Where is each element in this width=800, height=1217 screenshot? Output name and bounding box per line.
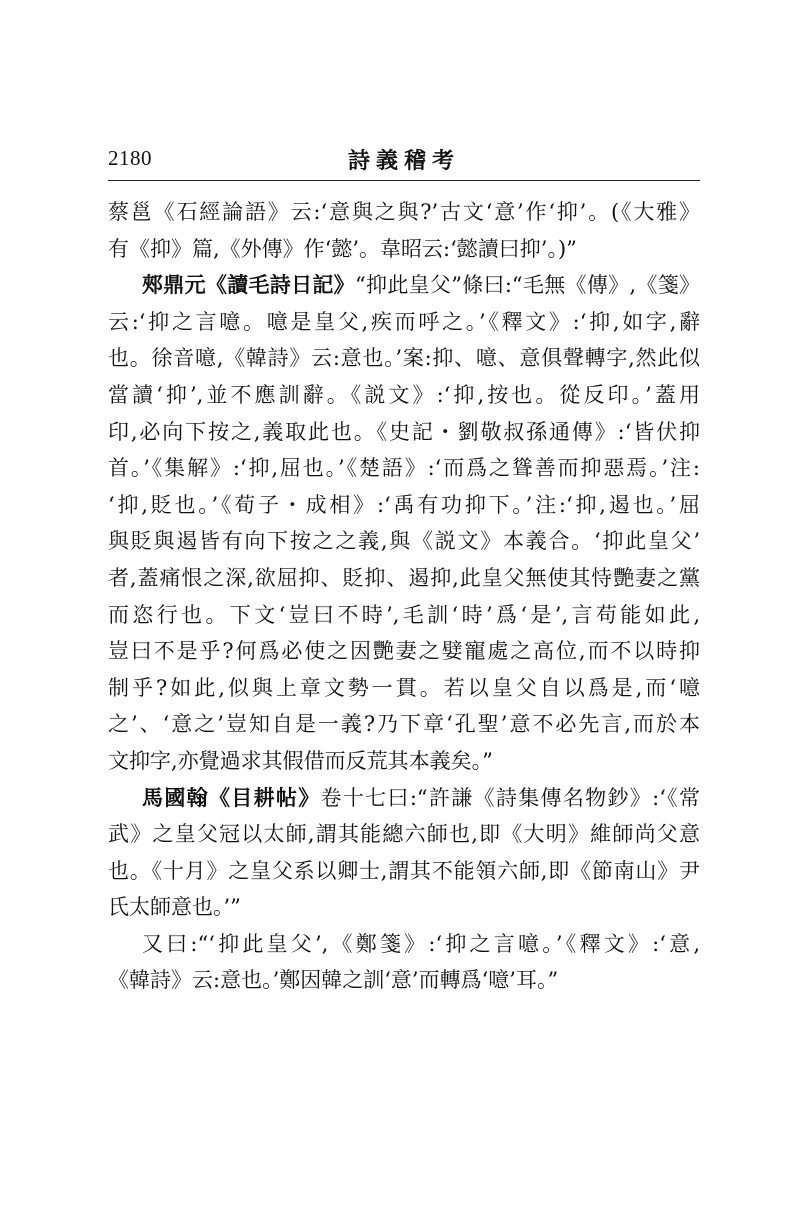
text-line xyxy=(108,926,700,963)
text-line xyxy=(108,340,700,377)
line-text: 武》之皇父冠以太師,謂其能總六師也,即《大明》維師尚父意 xyxy=(108,822,700,847)
text-line xyxy=(108,670,700,707)
text-line xyxy=(108,450,700,487)
citation-lead: 郟鼎元《讀毛詩日記》 xyxy=(142,272,355,298)
line-text: 者,蓋痛恨之深,欲屈抑、貶抑、遏抑,此皇父無使其恃艷妻之黨 xyxy=(108,565,700,590)
line-text: ‘抑,貶也。’《荀子・成相》:‘禹有功抑下。’注:‘抑,遏也。’屈 xyxy=(108,492,700,517)
text-line xyxy=(108,304,700,341)
citation-lead: 馬國翰《目耕帖》 xyxy=(142,784,321,810)
running-title: 詩義稽考 xyxy=(347,148,460,174)
line-text: 又曰:“‘抑此皇父’,《鄭箋》:‘抑之言噫。’《釋文》:‘意, xyxy=(142,931,700,956)
line-text: 與貶與遏皆有向下按之之義,與《説文》本義合。‘抑此皇父’ xyxy=(108,529,700,554)
text-line xyxy=(108,523,700,560)
line-text: 當讀‘抑’,並不應訓辭。《説文》:‘抑,按也。從反印。’蓋用 xyxy=(108,382,700,407)
text-line xyxy=(108,816,700,853)
text-line xyxy=(108,377,700,414)
text-line xyxy=(108,597,700,634)
text-line xyxy=(108,853,700,890)
line-text: 也。徐音噫,《韓詩》云:意也。’案:抑、噫、意俱聲轉字,然此似 xyxy=(108,346,700,371)
line-text: 《韓詩》云:意也。’鄭因韓之訓‘意’而轉爲‘噫’耳。” xyxy=(108,968,559,993)
line-text: 文抑字,亦覺過求其假借而反荒其本義矣。” xyxy=(108,748,493,773)
page-number: 2180 xyxy=(108,146,152,170)
line-text: 也。《十月》之皇父系以卿士,謂其不能領六師,即《節南山》尹 xyxy=(108,858,700,883)
line-text: 而恣行也。下文‘豈曰不時’,毛訓‘時’爲‘是’,言苟能如此, xyxy=(108,602,700,627)
text-line xyxy=(108,780,700,817)
line-text: 卷十七曰:“許謙《詩集傳名物鈔》:‘《常 xyxy=(320,785,700,810)
line-text: “抑此皇父”條曰:“毛無《傳》,《箋》 xyxy=(354,273,700,298)
line-text: 制乎?如此,似與上章文勢一貫。若以皇父自以爲是,而‘噫 xyxy=(108,675,700,700)
line-text: 氏太師意也。’” xyxy=(108,895,241,920)
text-line xyxy=(108,414,700,451)
line-text: 印,必向下按之,義取此也。《史記・劉敬叔孫通傳》:‘皆伏抑 xyxy=(108,419,700,444)
line-text: 蔡邕《石經論語》云:‘意與之與?’古文‘意’作‘抑’。(《大雅》 xyxy=(108,200,700,224)
line-text: 首。’《集解》:‘抑,屈也。’《楚語》:‘而爲之聳善而抑惡焉。’注: xyxy=(108,456,700,481)
text-line xyxy=(108,487,700,524)
text-line xyxy=(108,962,700,999)
line-text: 豈曰不是乎?何爲必使之因艷妻之嬖寵處之高位,而不以時抑 xyxy=(108,639,700,664)
line-text: 之’、‘意之’豈知自是一義?乃下章‘孔聖’意不必先言,而於本 xyxy=(108,712,700,737)
text-line xyxy=(108,560,700,597)
text-line xyxy=(108,194,700,231)
text-line xyxy=(108,889,700,926)
body-text xyxy=(108,194,700,999)
text-line xyxy=(108,231,700,268)
header-rule xyxy=(108,180,700,181)
line-text: 有《抑》篇,《外傳》作‘懿’。韋昭云:‘懿讀曰抑’。)” xyxy=(108,236,577,261)
page-header xyxy=(108,142,700,178)
text-line xyxy=(108,633,700,670)
text-line xyxy=(108,267,700,304)
text-line xyxy=(108,743,700,780)
text-line xyxy=(108,706,700,743)
line-text: 云:‘抑之言噫。噫是皇父,疾而呼之。’《釋文》:‘抑,如字,辭 xyxy=(108,309,700,334)
